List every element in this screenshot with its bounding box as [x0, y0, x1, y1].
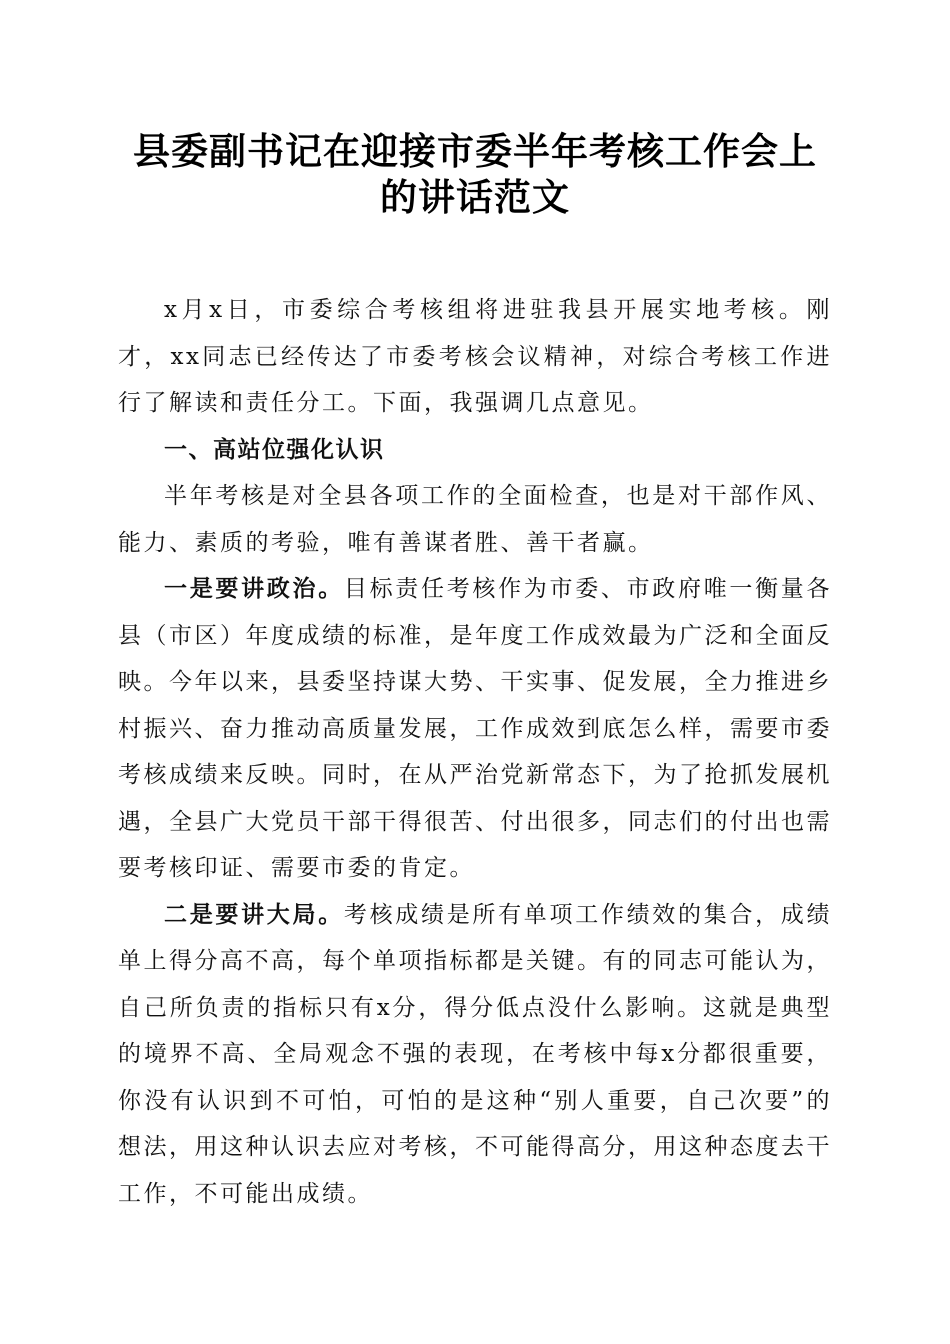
point-lead: 二是要讲大局。 — [164, 900, 344, 928]
point-text: 考核成绩是所有单项工作绩效的集合，成绩单上得分高不高，每个单项指标都是关键。有的同志可能认为，自己所负责的指标只有x分，得分低点没什么影响。这就是典型的境界不高、全局观念不强的表现，在考核中每x分都很重要，你没有认识到不可怕，可怕的是这种“别人重要，自己次要”的想法，用这种认识去应对考核，不可能得高分，用这种态度去干工作，不可能出成绩。 — [118, 901, 833, 1207]
point-text: 目标责任考核作为市委、市政府唯一衡量各县（市区）年度成绩的标准，是年度工作成效最为广泛和全面反映。今年以来，县委坚持谋大势、干实事、促发展，全力推进乡村振兴、奋力推动高质量发展，工作成效到底怎么样，需要市委考核成绩来反映。同时，在从严治党新常态下，为了抢抓发展机遇，全县广大党员干部干得很苦、付出很多，同志们的付出也需要考核印证、需要市委的肯定。 — [118, 576, 833, 881]
point-paragraph-politics — [118, 566, 832, 892]
document-title: 县委副书记在迎接市委半年考核工作会上的讲话范文 — [133, 129, 817, 219]
section-heading: 一、高站位强化认识 — [164, 436, 385, 463]
point-lead: 一是要讲政治。 — [164, 575, 344, 602]
point-paragraph-overall — [118, 892, 832, 1218]
section-paragraph: 半年考核是对全县各项工作的全面检查，也是对干部作风、能力、素质的考验，唯有善谋者胜、善干者赢。 — [118, 483, 832, 556]
intro-paragraph: x月x日，市委综合考核组将进驻我县开展实地考核。刚才，xx同志已经传达了市委考核会议精神，对综合考核工作进行了解读和责任分工。下面，我强调几点意见。 — [118, 297, 832, 416]
document-body — [118, 287, 832, 1217]
